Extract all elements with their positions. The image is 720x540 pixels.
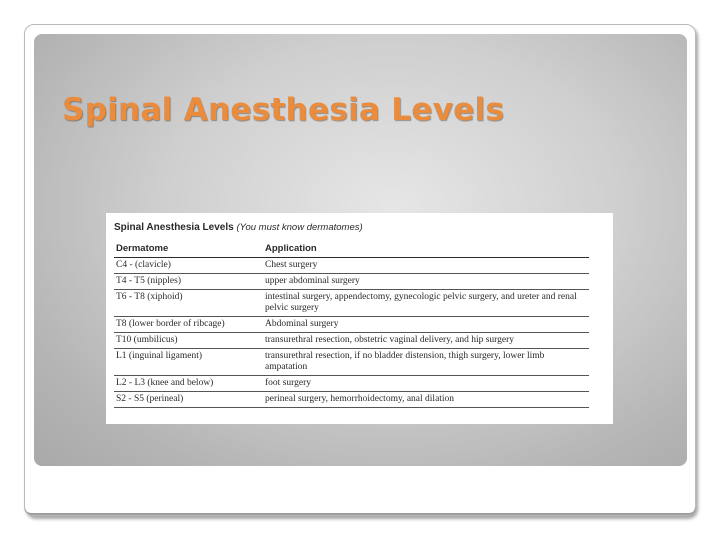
table-caption — [114, 222, 363, 233]
table-row — [114, 376, 589, 392]
cell-dermatome: S2 - S5 (perineal) — [116, 394, 184, 404]
slide-title: Spinal Anesthesia Levels — [62, 92, 505, 128]
dermatome-table — [106, 213, 613, 424]
bottom-divider — [24, 507, 696, 515]
cell-dermatome: L2 - L3 (knee and below) — [116, 378, 214, 388]
cell-dermatome: T8 (lower border of ribcage) — [116, 319, 225, 329]
table-row — [114, 392, 589, 408]
cell-application: intestinal surgery, appendectomy, gynecologic pelvic surgery, and ureter and renal pelvic surgery — [265, 292, 577, 313]
table-body — [114, 258, 589, 408]
table-caption-title: Spinal Anesthesia Levels — [114, 222, 234, 233]
table-header-row — [114, 242, 589, 258]
cell-application: perineal surgery, hemorrhoidectomy, anal dilation — [265, 394, 455, 404]
cell-application: transurethral resection, if no bladder distension, thigh surgery, lower limb ampatation — [265, 351, 545, 372]
cell-application: transurethral resection, obstetric vaginal delivery, and hip surgery — [265, 335, 515, 345]
table-caption-note: (You must know dermatomes) — [236, 222, 363, 233]
table-row — [114, 333, 589, 349]
cell-dermatome: T6 - T8 (xiphoid) — [116, 292, 183, 302]
cell-application: upper abdominal surgery — [265, 276, 360, 286]
cell-dermatome: C4 - (clavicle) — [116, 260, 171, 270]
cell-dermatome: T4 - T5 (nipples) — [116, 276, 181, 286]
cell-dermatome: L1 (inguinal ligament) — [116, 351, 203, 361]
table-row — [114, 349, 589, 376]
header-application: Application — [265, 243, 317, 254]
header-dermatome: Dermatome — [116, 243, 169, 254]
table-row — [114, 274, 589, 290]
table-row — [114, 317, 589, 333]
cell-dermatome: T10 (umbilicus) — [116, 335, 178, 345]
table-row — [114, 258, 589, 274]
table-row — [114, 290, 589, 317]
cell-application: foot surgery — [265, 378, 311, 388]
cell-application: Abdominal surgery — [265, 319, 339, 329]
cell-application: Chest surgery — [265, 260, 318, 270]
